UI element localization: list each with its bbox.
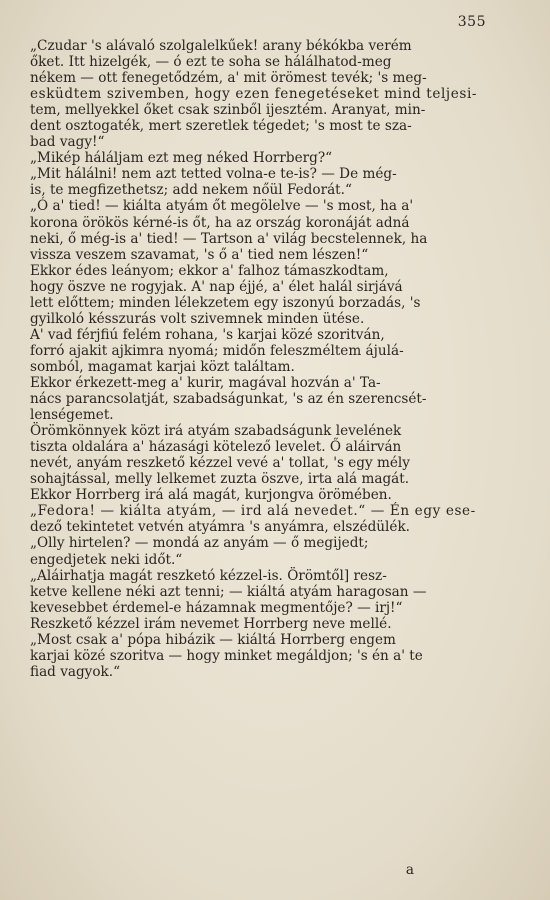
body-text — [30, 38, 502, 680]
text-line: lett előttem; minden lélekzetem egy iszonyú borzadás, 's — [30, 294, 421, 311]
text-line: bad vagy!“ — [30, 134, 105, 151]
text-line: vissza veszem szavamat, 's ő a' tied nem lészen!“ — [30, 246, 369, 263]
text-line: Ekkor édes leányom; ekkor a' falhoz támaszkodtam, — [30, 262, 389, 279]
text-line: engedjetek neki időt.“ — [30, 551, 183, 568]
text-line: Örömkönnyek közt irá atyám szabadságunk levelének — [30, 423, 402, 440]
text-line: őket. Itt hizelgék, — ó ezt te soha se hálálhatod-meg — [30, 54, 392, 71]
text-line: Ekkor érkezett-meg a' kurir, magával hozván a' Ta- — [30, 374, 381, 391]
text-line: esküdtem szivemben, hogy ezen fenegetéseket mind teljesi- — [30, 86, 478, 103]
text-line: nevét, anyám reszkető kézzel vevé a' tollat, 's egy mély — [30, 455, 410, 472]
text-line: sohajtással, melly lelkemet zuzta öszve, irta alá magát. — [30, 471, 410, 488]
text-line: Ekkor Horrberg irá alá magát, kurjongva örömében. — [30, 487, 392, 504]
text-line: lenségemet. — [30, 407, 114, 424]
text-line: A' vad férjfiú felém rohana, 's karjai közé szoritván, — [30, 326, 385, 343]
text-line: „Fedora! — kiálta atyám, — ird alá nevedet.“ — Én egy ese- — [30, 503, 476, 520]
text-line: is, te megfizethetsz; add nekem nőül Fedorát.“ — [30, 182, 352, 199]
text-line: dező tekintetet vetvén atyámra 's anyámra, elszédülék. — [30, 519, 411, 536]
text-line: nékem — ott fenegetődzém, a' mit örömest tevék; 's meg- — [30, 70, 427, 87]
text-line: somból, magamat karjai közt találtam. — [30, 358, 295, 375]
text-line: neki, ő még-is a' tied! — Tartson a' világ becstelennek, ha — [30, 230, 428, 247]
text-line: „Mikép háláljam ezt meg néked Horrberg?“ — [30, 150, 333, 167]
text-line: „Mit hálálni! nem azt tetted volna-e te-is? — De még- — [30, 166, 397, 183]
text-line: tiszta oldalára a' házasági kötelező levelet. Ő aláirván — [30, 439, 402, 456]
text-line: „Olly hirtelen? — mondá az anyám — ő megijedt; — [30, 535, 369, 552]
text-line: „Czudar 's alávaló szolgalelkűek! arany békókba verém — [30, 38, 412, 54]
signature-mark: a — [405, 862, 414, 878]
text-line: gyilkoló késszurás volt szivemnek minden ütése. — [30, 310, 365, 327]
page-number: 355 — [457, 14, 486, 30]
text-line: fiad vagyok.“ — [30, 663, 121, 680]
text-line: „Most csak a' pópa hibázik — kiáltá Horrberg engem — [30, 631, 396, 648]
text-line: ketve kellene néki azt tenni; — kiáltá atyám haragosan — — [30, 583, 427, 600]
text-line: „Aláirhatja magát reszketó kézzel-is. Örömtől] resz- — [30, 567, 387, 584]
text-line: Reszkető kézzel irám nevemet Horrberg neve mellé. — [30, 615, 392, 632]
text-line: korona örökös kérné-is őt, ha az ország koronáját adná — [30, 214, 410, 231]
text-line: karjai közé szoritva — hogy minket megáldjon; 's én a' te — [30, 647, 423, 664]
text-line: kevesebbet érdemel-e házamnak megmentője? — irj!“ — [30, 599, 403, 616]
text-line: „Ó a' tied! — kiálta atyám őt megölelve — 's most, ha a' — [30, 198, 414, 215]
text-line: forró ajakit ajkimra nyomá; midőn feleszméltem ájulá- — [30, 342, 404, 359]
text-line: dent osztogaték, mert szeretlek tégedet; 's most te sza- — [30, 118, 412, 135]
text-line: tem, mellyekkel őket csak szinből ijesztém. Aranyat, min- — [30, 102, 426, 119]
text-line: hogy öszve ne rogyjak. A' nap éjjé, a' élet halál sirjává — [30, 278, 403, 295]
text-line: nács parancsolatját, szabadságunkat, 's az én szerencsét- — [30, 391, 427, 408]
